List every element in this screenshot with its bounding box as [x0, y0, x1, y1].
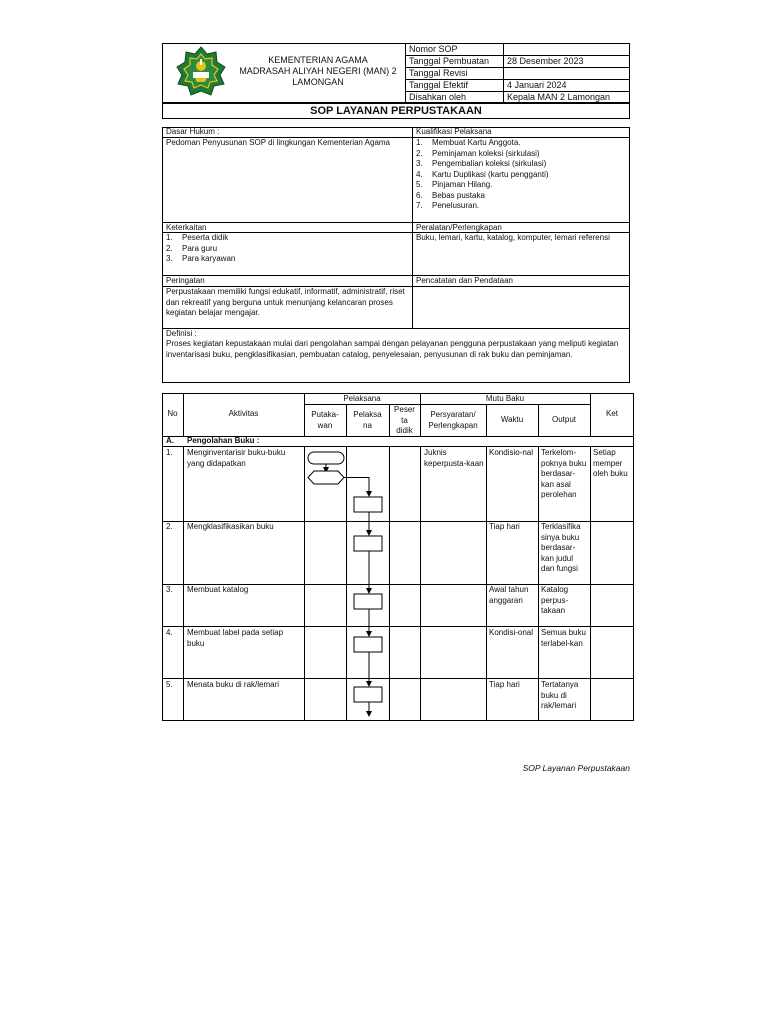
- label-tanggal-revisi: Tanggal Revisi: [409, 68, 468, 78]
- list-item: 1. Peserta didik: [166, 233, 229, 242]
- flow-process-box: [354, 536, 382, 551]
- flow-process-box: [354, 594, 382, 609]
- header-waktu: Waktu: [500, 415, 524, 424]
- list-item: 3. Pengembalian koleksi (sirkulasi): [416, 159, 547, 168]
- row-output: Terkelom-poknya buku berdasar-kan asal perolehan: [541, 448, 587, 499]
- row-aktivitas: Membuat label pada setiap buku: [187, 628, 284, 648]
- row-number: 5.: [166, 680, 173, 689]
- list-item: 4. Kartu Duplikasi (kartu pengganti): [416, 169, 549, 179]
- kualifikasi-label: Kualifikasi Pelaksana: [416, 127, 492, 136]
- row-number: 4.: [166, 628, 173, 637]
- definisi-label: Definisi :: [166, 329, 197, 338]
- header-output: Output: [551, 415, 576, 424]
- definisi-text: Proses kegiatan kepustakaan mulai dari pengolahan sampai dengan pelayanan pengguna perpustakaan yang meliputi kegiatan inventarisasi buku, pengklasifikasian, pembuatan catalog, penyelesaian, penyusunan di rak buku dan peminjaman.: [166, 339, 619, 359]
- flow-connector: [344, 478, 369, 495]
- row-number: 3.: [166, 585, 173, 594]
- ministry-name: KEMENTERIAN AGAMA: [268, 55, 368, 65]
- row-aktivitas: Menata buku di rak/lemari: [187, 680, 280, 689]
- list-item: 7. Penelusuran.: [416, 201, 480, 210]
- value-disahkan-oleh: Kepala MAN 2 Lamongan: [507, 92, 611, 102]
- row-output: Terklasifika sinya buku berdasar-kan judul dan fungsi: [541, 522, 581, 573]
- header-aktivitas: Aktivitas: [228, 409, 259, 418]
- row-waktu: Tiap hari: [489, 680, 520, 689]
- row-aktivitas: Membuat katalog: [187, 585, 249, 594]
- row-output: Katalog perpus-takaan: [541, 585, 569, 615]
- dasar-hukum-label: Dasar Hukum :: [166, 127, 220, 136]
- list-item: 3. Para karyawan: [166, 254, 236, 263]
- list-item: 6. Bebas pustaka: [416, 190, 485, 200]
- header-persyaratan: Persyaratan/ Perlengkapan: [428, 410, 478, 430]
- flow-process-box: [354, 687, 382, 702]
- keterkaitan-label: Keterkaitan: [166, 223, 207, 232]
- list-item: 2. Peminjaman koleksi (sirkulasi): [416, 148, 540, 158]
- header-no: No: [167, 409, 178, 418]
- header-ket: Ket: [605, 409, 618, 418]
- peralatan-label: Peralatan/Perlengkapan: [416, 223, 502, 232]
- row-number: 2.: [166, 522, 173, 531]
- row-number: 1.: [166, 448, 173, 457]
- footer-caption: SOP Layanan Perpustakaan: [522, 763, 630, 773]
- madrasah-city: LAMONGAN: [292, 77, 344, 87]
- row-aktivitas: Menginventarisir buku-buku yang didapatkan: [187, 448, 286, 468]
- row-aktivitas: Mengklasifikasikan buku: [187, 522, 274, 531]
- section-label: Pengolahan Buku :: [187, 436, 260, 445]
- peringatan-text: Perpustakaan memiliki fungsi edukatif, informatif, administratif, riset dan rekreatif yang berguna untuk menunjang kelancaran proses kegiatan belajar mengajar.: [166, 287, 405, 317]
- row-waktu: Kondisi-onal: [489, 628, 534, 637]
- row-output: Tertatanya buku di rak/lemari: [541, 680, 579, 710]
- row-persyaratan: Juknis keperpusta-kaan: [424, 448, 484, 468]
- row-waktu: Awal tahun anggaran: [489, 585, 529, 605]
- peringatan-label: Peringatan: [166, 276, 205, 285]
- row-waktu: Kondisio-nal: [489, 448, 534, 457]
- row-waktu: Tiap hari: [489, 522, 520, 531]
- document-title: SOP LAYANAN PERPUSTAKAAN: [310, 105, 482, 117]
- madrasah-name: MADRASAH ALIYAH NEGERI (MAN) 2: [239, 66, 397, 76]
- header-pustakawan: Putaka- wan: [311, 410, 339, 430]
- value-tanggal-efektif: 4 Januari 2024: [507, 80, 567, 90]
- dasar-hukum-text: Pedoman Penyusunan SOP di lingkungan Kementerian Agama: [166, 138, 391, 147]
- label-disahkan-oleh: Disahkan oleh: [409, 92, 467, 102]
- list-item: 1. Membuat Kartu Anggota.: [416, 138, 521, 147]
- value-tanggal-pembuatan: 28 Desember 2023: [507, 56, 584, 66]
- header-pelaksana-sub: Pelaksa na: [353, 410, 382, 430]
- pencatatan-label: Pencatatan dan Pendataan: [416, 276, 513, 285]
- flow-process-box: [354, 497, 382, 512]
- header-peserta-didik: Peser ta didik: [394, 405, 415, 435]
- row-ket: Setiap memper oleh buku: [593, 448, 628, 478]
- flow-process-box: [354, 637, 382, 652]
- list-item: 5. Pinjaman Hilang.: [416, 180, 493, 189]
- label-nomor-sop: Nomor SOP: [409, 44, 458, 54]
- header-pelaksana: Pelaksana: [343, 394, 381, 403]
- label-tanggal-pembuatan: Tanggal Pembuatan: [409, 56, 490, 66]
- list-item: 2. Para guru: [166, 243, 218, 253]
- section-number: A.: [166, 436, 174, 445]
- peralatan-text: Buku, lemari, kartu, katalog, komputer, lemari referensi: [416, 233, 610, 242]
- flow-start-terminator: [308, 452, 344, 464]
- label-tanggal-efektif: Tanggal Efektif: [409, 80, 469, 90]
- row-output: Semua buku terlabel-kan: [541, 628, 586, 648]
- flow-preparation-hexagon: [308, 471, 344, 484]
- header-mutu-baku: Mutu Baku: [485, 394, 525, 403]
